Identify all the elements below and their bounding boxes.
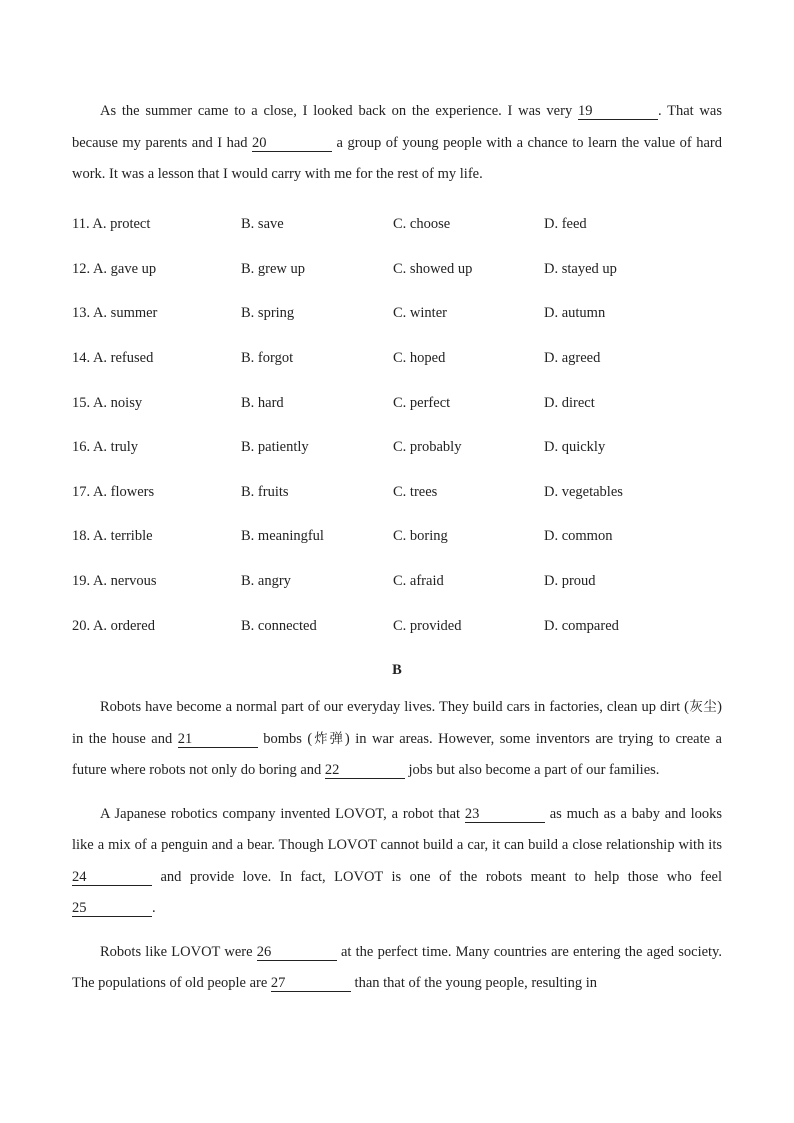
option-row-14	[72, 336, 722, 381]
option-b: B. hard	[241, 394, 284, 411]
option-b: B. spring	[241, 305, 295, 322]
option-c: C. probably	[393, 439, 462, 456]
option-row-15	[72, 381, 722, 426]
option-b: B. fruits	[241, 483, 289, 500]
option-d: D. direct	[544, 394, 595, 411]
paragraph-intro	[72, 96, 722, 191]
option-row-13	[72, 292, 722, 337]
option-a: 11. A. protect	[72, 216, 151, 233]
option-a: 13. A. summer	[72, 305, 158, 322]
section-title-b: B	[392, 662, 402, 679]
option-c: C. boring	[393, 528, 448, 545]
option-a: 17. A. flowers	[72, 483, 155, 500]
option-b: B. connected	[241, 617, 317, 634]
option-b: B. meaningful	[241, 528, 324, 545]
option-d: D. autumn	[544, 305, 606, 322]
text: jobs but also become a part of our families.	[404, 762, 660, 779]
cjk-gloss: 炸弹	[312, 730, 345, 747]
text: as much as a baby and looks like a mix of a penguin and a bear. Though LOVOT cannot build a car, it can build a close relationship with its	[72, 805, 722, 854]
option-row-16	[72, 425, 722, 470]
option-c: C. showed up	[393, 260, 473, 277]
option-c: C. trees	[393, 483, 438, 500]
option-d: D. feed	[544, 216, 587, 233]
option-row-11	[72, 203, 722, 248]
option-d: D. vegetables	[544, 483, 623, 500]
text: A Japanese robotics company invented LOVOT, a robot that	[100, 805, 465, 822]
text: than that of the young people, resulting in	[350, 975, 597, 992]
document-page	[72, 96, 722, 1012]
option-b: B. angry	[241, 573, 291, 590]
paragraph-b2	[72, 799, 722, 925]
option-d: D. agreed	[544, 350, 601, 367]
option-a: 12. A. gave up	[72, 260, 157, 277]
option-c: C. perfect	[393, 394, 451, 411]
option-d: D. stayed up	[544, 260, 617, 277]
text: ) in war areas. However, some inventors are trying to create a future where robots not only do boring and	[72, 730, 722, 779]
text: at the perfect time. Many countries are entering the aged society. The populations of old people are	[72, 943, 722, 992]
option-row-12	[72, 247, 722, 292]
options-list	[72, 203, 722, 649]
option-c: C. provided	[393, 617, 462, 634]
cjk-gloss: 灰尘	[688, 699, 718, 716]
blank-25: 25	[72, 900, 152, 917]
text: and provide love. In fact, LOVOT is one of the robots meant to help those who feel	[152, 868, 722, 885]
text: a group of young people with a chance to learn the value of hard work. It was a lesson that I would carry with me for the rest of my life.	[72, 134, 722, 182]
paragraph-b3	[72, 937, 722, 1000]
option-b: B. grew up	[241, 260, 306, 277]
option-d: D. compared	[544, 617, 619, 634]
text: Robots like LOVOT were	[100, 943, 257, 960]
text: . That was because my parents and I had	[72, 103, 722, 151]
blank-23: 23	[465, 806, 545, 823]
text: bombs (	[257, 730, 313, 747]
option-b: B. save	[241, 216, 284, 233]
option-d: D. common	[544, 528, 613, 545]
option-a: 18. A. terrible	[72, 528, 153, 545]
text: .	[152, 900, 156, 917]
option-c: C. choose	[393, 216, 451, 233]
option-d: D. quickly	[544, 439, 606, 456]
option-d: D. proud	[544, 573, 596, 590]
blank-19: 19	[578, 103, 658, 120]
option-row-18	[72, 515, 722, 560]
option-a: 14. A. refused	[72, 350, 154, 367]
option-row-20	[72, 604, 722, 649]
blank-24: 24	[72, 869, 152, 886]
blank-21: 21	[178, 731, 258, 748]
option-c: C. afraid	[393, 573, 444, 590]
blank-20: 20	[252, 135, 332, 152]
option-b: B. forgot	[241, 350, 294, 367]
option-b: B. patiently	[241, 439, 309, 456]
blank-22: 22	[325, 762, 405, 779]
blank-27: 27	[271, 975, 351, 992]
paragraph-b1	[72, 692, 722, 787]
option-a: 15. A. noisy	[72, 394, 143, 411]
text: Robots have become a normal part of our everyday lives. They build cars in factories, clean up dirt (	[100, 699, 689, 716]
option-row-19	[72, 559, 722, 604]
option-c: C. winter	[393, 305, 447, 322]
option-c: C. hoped	[393, 350, 446, 367]
text: ) in the house and	[72, 699, 722, 747]
option-row-17	[72, 470, 722, 515]
option-a: 19. A. nervous	[72, 573, 157, 590]
option-a: 16. A. truly	[72, 439, 139, 456]
blank-26: 26	[257, 944, 337, 961]
text: As the summer came to a close, I looked back on the experience. I was very	[100, 103, 578, 119]
option-a: 20. A. ordered	[72, 617, 155, 634]
